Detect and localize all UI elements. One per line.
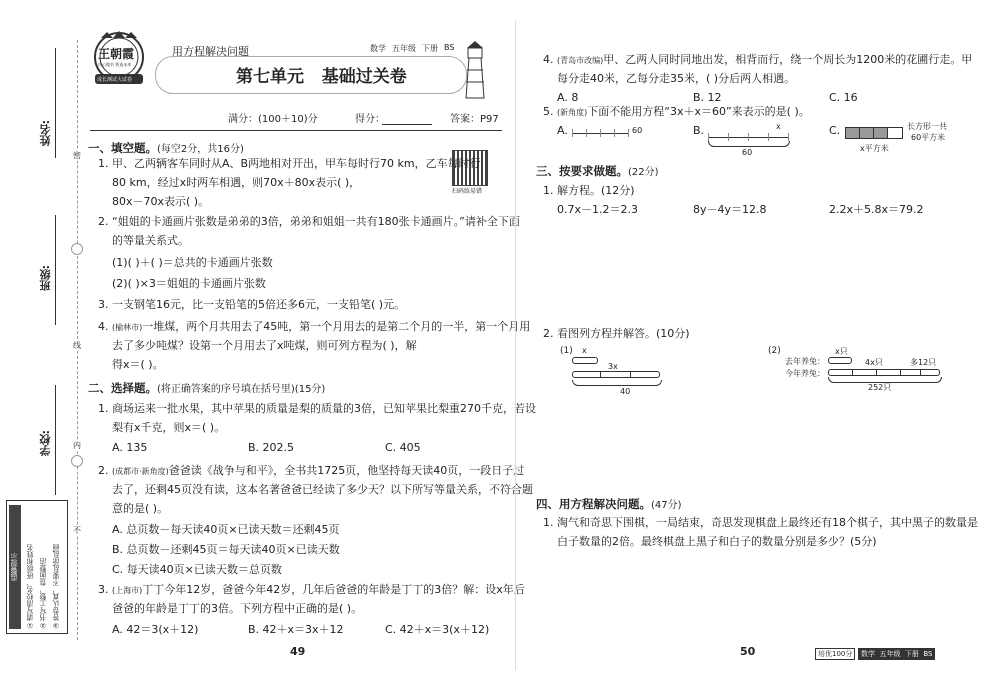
section-1-title [88, 140, 244, 156]
page-number-right: 50 [740, 645, 756, 658]
tick [788, 133, 789, 141]
q4-line: 去了多少吨煤？设第一个月用去了x吨煤，则可列方程为( )，解 [112, 339, 417, 352]
w1-line: 1. 淘气和奇思下围棋，一局结束，奇思发现棋盘上最终还有18个棋子，其中黑子的数量是 [543, 516, 978, 529]
c4-text: 甲、乙两人同时同地出发，相背而行，绕一个周长为1200米的花圃行走。甲 [603, 53, 973, 66]
c1-line: 1. 商场运来一批水果，其中苹果的质量是梨的质量的3倍，已知苹果比梨重270千克，若设 [98, 402, 536, 415]
name-blank[interactable] [55, 48, 56, 158]
c5-c-label: 60平方米 [911, 133, 946, 142]
answer-area[interactable] [543, 220, 963, 320]
c4-option-a[interactable]: A. 8 [557, 91, 579, 104]
tick [586, 129, 587, 137]
hole-icon [71, 455, 83, 467]
tips-item: ③答卷认真，不要乱涂乱画 [52, 544, 60, 629]
tick [708, 133, 709, 141]
s2-line: 2. 看图列方程并解答。(10分) [543, 327, 690, 340]
c5-c-x: x平方米 [860, 144, 889, 153]
meta-edition: BS [444, 43, 455, 52]
c5-c-label: 长方形一共 [907, 122, 947, 131]
c1-line: 梨有x千克，则x＝( )。 [112, 421, 226, 434]
c4-option-b[interactable]: B. 12 [693, 91, 722, 104]
section-title: 三、按要求做题。 [536, 164, 628, 178]
d2-bar-last [828, 357, 852, 364]
c5-tag: (新角度) [557, 108, 588, 117]
c3-option-c[interactable]: C. 42＋x＝3(x＋12) [385, 623, 490, 636]
c4-tag: (青岛市改编) [557, 56, 604, 65]
cut-mark: 不 [73, 526, 81, 535]
tick [630, 371, 631, 378]
tick [920, 369, 921, 376]
section-note: (22分) [628, 167, 659, 178]
w1-line: 白子数量的2倍。最终棋盘上黑子和白子的数量分别是多少？(5分) [557, 535, 877, 548]
tips-item: ①请写清校名、班级和姓名 [26, 544, 34, 629]
class-label: 班级: [39, 265, 52, 292]
q2-line: 的等量关系式。 [112, 234, 189, 247]
c1-option-c[interactable]: C. 405 [385, 441, 421, 454]
c1-option-b[interactable]: B. 202.5 [248, 441, 295, 454]
c5-text: 下面不能用方程“3x＋x＝60”来表示的是( )。 [587, 105, 810, 118]
answer-area[interactable] [543, 555, 963, 635]
logo [87, 30, 151, 88]
tips-item: ②书写工整，卷面整洁 [39, 558, 47, 629]
c3-line: 爸爸的年龄是丁丁的3倍。下列方程中正确的是( )。 [112, 602, 363, 615]
d2-total: 252只 [868, 383, 892, 392]
rect-plain [887, 127, 903, 139]
c5-option-b[interactable]: B. [693, 124, 705, 137]
q3-line: 3. 一支钢笔16元，比一支铅笔的5倍还多6元，一支铅笔( )元。 [98, 298, 406, 311]
tick [600, 129, 601, 137]
c3-line: 3. (上海市)丁丁今年12岁，爸爸今年42岁，几年后爸爸的年龄是丁丁的3倍？解：设x年后 [98, 583, 525, 596]
logo-text: 王朝霞 [98, 47, 135, 61]
tick [876, 369, 877, 376]
q4-tag: (榆林市) [112, 323, 143, 332]
qr-label: 扫码练易错 [452, 188, 483, 195]
tips-box [6, 500, 68, 634]
equation: 8y－4y＝12.8 [693, 203, 767, 216]
c2-line: 意的是( )。 [112, 502, 169, 515]
d2-tag: (2) [768, 346, 781, 356]
page-number-left: 49 [290, 645, 306, 658]
q1-line: 1. 甲、乙两辆客车同时从A、B两地相对开出，甲车每时行70 km，乙车每时行 [98, 157, 481, 170]
school-label: 学校: [39, 430, 52, 457]
equation: 0.7x－1.2＝2.3 [557, 203, 638, 216]
d1-tag: (1) [560, 346, 573, 356]
cut-mark: 密 [73, 151, 81, 160]
c5-c-diagram [845, 123, 965, 159]
tick [768, 133, 769, 141]
c3-option-b[interactable]: B. 42＋x＝3x＋12 [248, 623, 344, 636]
c3-tag: (上海市) [112, 586, 143, 595]
q1-line: 80 km，经过x时两车相遇，则70x＋80x表示( )， [112, 176, 361, 189]
q4-text: 一堆煤，两个月共用去了45吨，第一个月用去的是第二个月的一半，第一个月用 [142, 320, 531, 333]
section-note: (47分) [651, 500, 682, 511]
d1-3x: 3x [608, 362, 618, 371]
class-blank[interactable] [55, 215, 56, 325]
topic-label: 用方程解决问题 [172, 45, 249, 58]
school-blank[interactable] [55, 385, 56, 495]
footer-brand: 培优100分 [815, 648, 855, 660]
c5-a-diagram [572, 121, 652, 149]
c3-option-a[interactable]: A. 42＝3(x＋12) [112, 623, 199, 636]
c1-option-a[interactable]: A. 135 [112, 441, 148, 454]
c2-option-b[interactable]: B. 总页数－还剩45页＝每天读40页×已读天数 [112, 543, 340, 556]
section-2-title [88, 380, 325, 396]
section-3-title [536, 163, 659, 179]
tick [900, 369, 901, 376]
logo-sub: 用心做书 智造未来 [98, 62, 132, 67]
c5-a-label: 60 [632, 126, 643, 135]
q2-line: 2. “姐姐的卡通画片张数是弟弟的3倍，弟弟和姐姐一共有180张卡通画片。”请补全下面 [98, 215, 520, 228]
c5-b-diagram [708, 124, 798, 160]
s1-line: 1. 解方程。(12分) [543, 184, 635, 197]
q4-line: 4. (榆林市)一堆煤，两个月共用去了45吨，第一个月用去的是第二个月的一半，第一个月用 [98, 320, 531, 333]
meta-grade: 五年级 [392, 44, 416, 53]
cut-mark: 内 [73, 441, 81, 450]
meta-labels [370, 43, 454, 54]
c2-option-c[interactable]: C. 每天读40页×已读天数＝总页数 [112, 563, 282, 576]
section-note: (每空2分，共16分) [157, 144, 244, 155]
score-blank[interactable] [382, 124, 432, 125]
c2-text: 爸爸读《战争与和平》，全书共1725页，他坚持每天读40页，一段日子过 [168, 464, 525, 477]
tick [614, 129, 615, 137]
answer-area[interactable] [543, 400, 963, 490]
d2-more: 多12只 [910, 358, 937, 367]
c5-b-label: 60 [742, 148, 753, 157]
section-note: (将正确答案的序号填在括号里)(15分) [157, 384, 326, 395]
tick [628, 129, 629, 137]
q1-line: 80x－70x表示( )。 [112, 195, 210, 208]
c2-line: 2. (成都市·新角度)爸爸读《战争与和平》，全书共1725页，他坚持每天读40页，一段日子过 [98, 464, 525, 477]
tick [748, 133, 749, 141]
logo-badge-text: 成长测试大试卷 [97, 77, 133, 83]
c5-b-x: x [776, 122, 781, 131]
c3-text: 丁丁今年12岁，爸爸今年42岁，几年后爸爸的年龄是丁丁的3倍？解：设x年后 [142, 583, 525, 596]
d1-bar-3x [572, 371, 660, 378]
section-4-title [536, 496, 682, 512]
hole-icon [71, 243, 83, 255]
section-title: 一、填空题。 [88, 141, 157, 155]
cut-mark: 线 [73, 341, 81, 350]
section-title: 二、选择题。 [88, 381, 157, 395]
brace [572, 380, 662, 386]
d1-total: 40 [620, 387, 631, 396]
section-title: 四、用方程解决问题。 [536, 497, 651, 511]
score-label: 得分： [355, 114, 385, 125]
header-rule [90, 130, 502, 131]
name-label: 姓名: [39, 120, 52, 147]
c4-line: 4. (青岛市改编)甲、乙两人同时同地出发，相背而行，绕一个周长为1200米的花圃行走。甲 [543, 53, 973, 66]
c4-option-c[interactable]: C. 16 [829, 91, 858, 104]
tips-title: 温馨提示 [9, 505, 21, 629]
footer-meta: 数学 五年级 下册 BS [858, 648, 935, 660]
c2-tag: (成都市·新角度) [112, 467, 169, 476]
tick [852, 369, 853, 376]
brace [708, 141, 790, 147]
binding-strip [0, 0, 85, 694]
q2-line: (2)( )×3＝姐姐的卡通画片张数 [112, 277, 266, 290]
c5-option-c[interactable]: C. [829, 124, 841, 137]
tick [728, 133, 729, 141]
meta-volume: 下册 [422, 44, 438, 53]
d2-x: x只 [835, 347, 848, 356]
tick [600, 371, 601, 378]
d1-x: x [582, 346, 587, 355]
c4-line: 每分走40米，乙每分走35米，( )分后两人相遇。 [557, 72, 796, 85]
score-full: 满分：(100＋10)分 [228, 114, 318, 125]
tick [572, 129, 573, 137]
d2-last-label: 去年养兔： [785, 357, 825, 366]
c2-option-a[interactable]: A. 总页数－每天读40页×已读天数＝还剩45页 [112, 523, 340, 536]
d2-bar-this [828, 369, 940, 376]
lighthouse-icon [455, 40, 495, 104]
c5-line: 5. (新角度)下面不能用方程“3x＋x＝60”来表示的是( )。 [543, 105, 810, 118]
d1-bar-x [572, 357, 598, 364]
answer-ref: 答案：P97 [450, 114, 499, 125]
meta-subject: 数学 [370, 44, 386, 53]
c2-line: 去了，还剩45页没有读，这本名著爸爸已经读了多少天？以下所写等量关系，不符合题 [112, 483, 533, 496]
q2-line: (1)( )＋( )＝总共的卡通画片张数 [112, 256, 273, 269]
page-title: 第七单元 基础过关卷 [236, 67, 407, 87]
page-fold [515, 20, 516, 670]
q4-line: 得x＝( )。 [112, 358, 164, 371]
c5-option-a[interactable]: A. [557, 124, 568, 137]
d2-this-label: 今年养兔： [785, 369, 825, 378]
d2-4x: 4x只 [865, 358, 883, 367]
equation: 2.2x＋5.8x＝79.2 [829, 203, 924, 216]
